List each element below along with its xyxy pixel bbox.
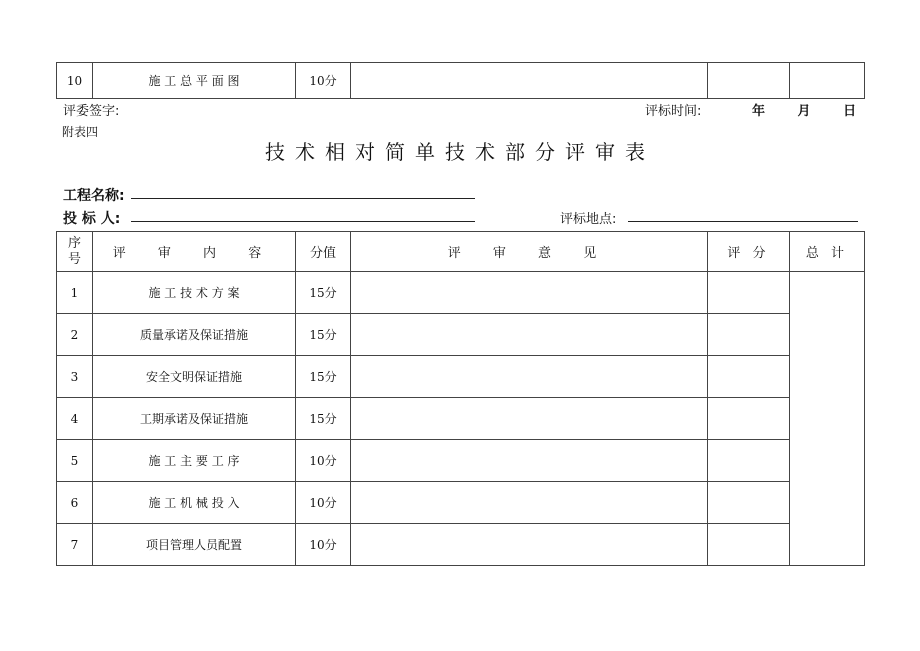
header-number: 序号	[57, 232, 93, 272]
row-number: 10	[57, 63, 93, 99]
table-row	[57, 63, 865, 99]
row-item: 施 工 技 术 方 案	[93, 272, 296, 314]
project-name-line[interactable]	[131, 198, 475, 199]
rating-cell[interactable]	[708, 440, 790, 482]
year-label: 年	[752, 104, 766, 119]
row-score: 15分	[296, 272, 351, 314]
rating-cell[interactable]	[708, 398, 790, 440]
row-item: 施 工 总 平 面 图	[93, 63, 296, 99]
opinion-cell[interactable]	[351, 440, 708, 482]
evaluation-location-line[interactable]	[628, 221, 858, 222]
evaluation-location-label: 评标地点:	[560, 212, 617, 227]
opinion-cell[interactable]	[351, 524, 708, 566]
month-label: 月	[797, 104, 811, 119]
opinion-cell[interactable]	[351, 63, 708, 99]
row-item: 项目管理人员配置	[93, 524, 296, 566]
row-score: 10分	[296, 482, 351, 524]
table-row	[57, 314, 865, 356]
row-number: 7	[57, 524, 93, 566]
evaluation-time-label: 评标时间:	[645, 104, 702, 119]
page-title: 技术相对简单技术部分评审表	[265, 140, 655, 164]
evaluation-table	[56, 231, 865, 566]
total-cell[interactable]	[790, 63, 865, 99]
total-cell[interactable]	[790, 272, 865, 566]
table-row	[57, 356, 865, 398]
header-rating: 评 分	[708, 232, 790, 272]
opinion-cell[interactable]	[351, 356, 708, 398]
row-number: 5	[57, 440, 93, 482]
table-row	[57, 398, 865, 440]
row-score: 15分	[296, 398, 351, 440]
row-item: 安全文明保证措施	[93, 356, 296, 398]
opinion-cell[interactable]	[351, 482, 708, 524]
bidder-label: 投 标 人:	[63, 211, 121, 227]
table-row	[57, 272, 865, 314]
row-score: 10分	[296, 524, 351, 566]
previous-table-fragment	[56, 62, 865, 99]
rating-cell[interactable]	[708, 63, 790, 99]
project-name-label: 工程名称:	[63, 188, 125, 204]
opinion-cell[interactable]	[351, 272, 708, 314]
row-score: 10分	[296, 63, 351, 99]
header-total: 总 计	[790, 232, 865, 272]
row-item: 质量承诺及保证措施	[93, 314, 296, 356]
opinion-cell[interactable]	[351, 314, 708, 356]
appendix-label: 附表四	[62, 125, 99, 139]
header-score: 分值	[296, 232, 351, 272]
bidder-line[interactable]	[131, 221, 475, 222]
table-row	[57, 482, 865, 524]
header-opinion: 评 审 意 见	[351, 232, 708, 272]
judge-signature-label: 评委签字:	[63, 104, 120, 119]
day-label: 日	[843, 104, 857, 119]
row-number: 3	[57, 356, 93, 398]
opinion-cell[interactable]	[351, 398, 708, 440]
rating-cell[interactable]	[708, 482, 790, 524]
rating-cell[interactable]	[708, 314, 790, 356]
rating-cell[interactable]	[708, 356, 790, 398]
row-item: 施 工 机 械 投 入	[93, 482, 296, 524]
date-fields	[752, 100, 856, 119]
table-header-row	[57, 232, 865, 272]
table-row	[57, 440, 865, 482]
rating-cell[interactable]	[708, 272, 790, 314]
header-content: 评 审 内 容	[93, 232, 296, 272]
row-score: 10分	[296, 440, 351, 482]
row-number: 1	[57, 272, 93, 314]
row-score: 15分	[296, 356, 351, 398]
row-number: 4	[57, 398, 93, 440]
row-number: 2	[57, 314, 93, 356]
table-row	[57, 524, 865, 566]
row-score: 15分	[296, 314, 351, 356]
row-item: 施 工 主 要 工 序	[93, 440, 296, 482]
rating-cell[interactable]	[708, 524, 790, 566]
row-item: 工期承诺及保证措施	[93, 398, 296, 440]
row-number: 6	[57, 482, 93, 524]
